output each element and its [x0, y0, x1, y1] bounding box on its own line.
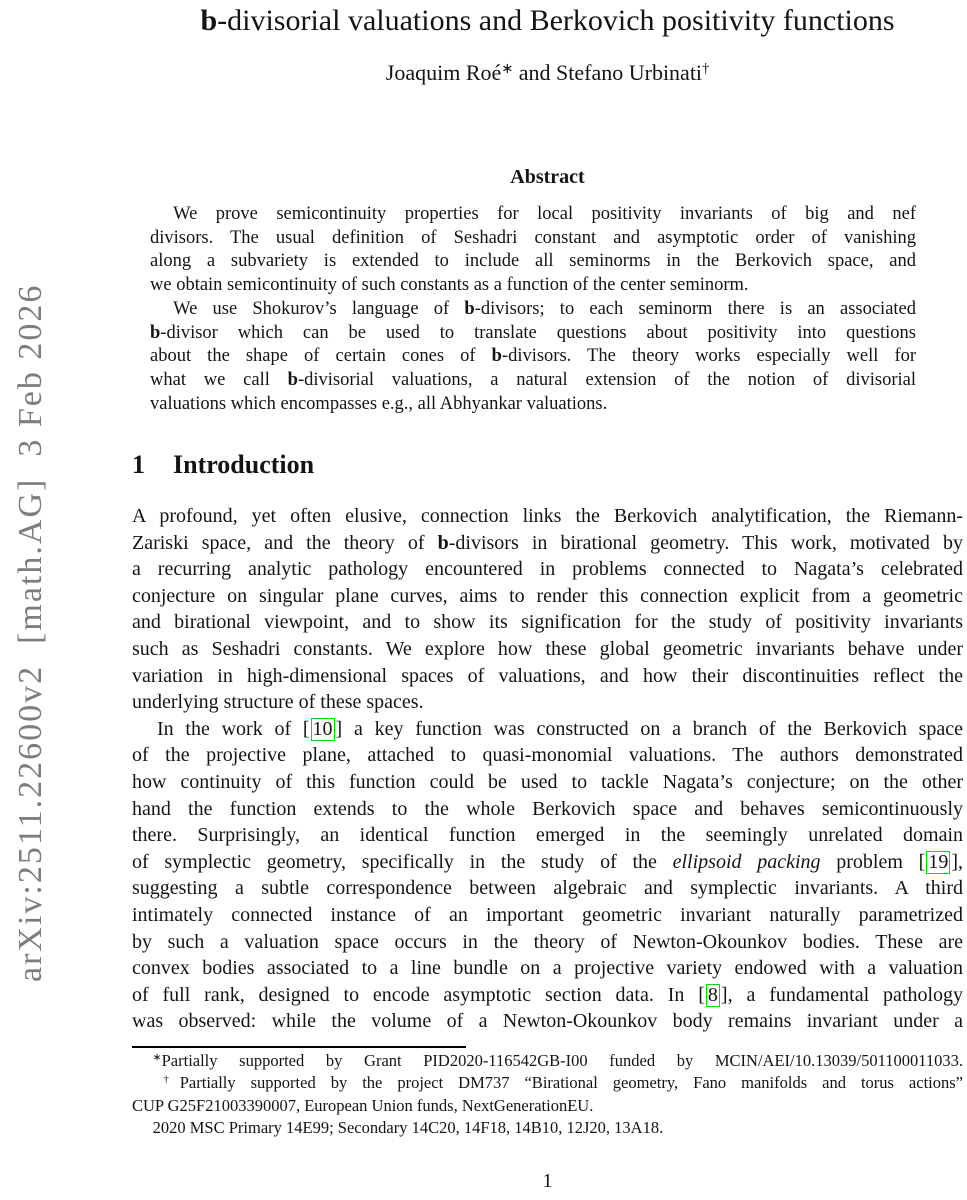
text-line [150, 345, 916, 369]
text-segment: CUP G25F21003390007, European Union funds, NextGenerationEU. [132, 1095, 594, 1115]
text-segment: valuations which encompasses e.g., all Abhyankar valuations. [150, 393, 608, 414]
paragraph [132, 1050, 963, 1072]
text-segment: and birational viewpoint, and to show its signification for the study of positivity invariants [132, 611, 963, 634]
text-line [150, 393, 916, 417]
text-segment: of the projective plane, attached to quasi-monomial valuations. The authors demonstrated [132, 744, 963, 767]
text-segment: 2020 MSC Primary 14E99; Secondary 14C20, 14F18, 14B10, 12J20, 13A18. [152, 1117, 664, 1137]
paragraph [132, 1072, 963, 1117]
text-line: In the work of [ 10 ] a key function was constructed on a branch of the Berkovich space [157, 717, 963, 740]
paragraph [150, 203, 916, 298]
footnotes [132, 1050, 963, 1139]
footnote-rule [132, 1046, 466, 1048]
text-line: of symplectic geometry, specifically in the study of the ellipsoid packing problem [ 19 ], [132, 850, 963, 873]
text-segment: underlying structure of these spaces. [132, 691, 424, 714]
paragraph [132, 1117, 963, 1139]
text-line [150, 227, 916, 251]
text-segment: such as Seshadri constants. We explore how these global geometric invariants behave under [132, 637, 963, 660]
paragraph [132, 59, 963, 87]
text-line [132, 59, 963, 87]
text-segment: -divisorial valuations and Berkovich positivity functions [217, 4, 895, 37]
paragraph [150, 298, 916, 417]
text-line [132, 1050, 963, 1072]
text-segment: and Stefano Urbinati [513, 60, 703, 85]
text-segment: , [957, 850, 963, 873]
footnote-marker: † [702, 60, 710, 77]
author-line [132, 59, 963, 87]
text-segment: We prove semicontinuity properties for local positivity invariants of big and nef [173, 204, 916, 224]
paragraph [132, 2, 963, 40]
citation-link[interactable]: 10 [312, 717, 333, 740]
text-segment: Partially supported by the project DM737 “Birational geometry, Fano manifolds and torus actions” [179, 1073, 963, 1093]
text-segment: b [437, 531, 449, 554]
text-line: of full rank, designed to encode asymptotic section data. In [ 8 ], a fundamental pathology [132, 983, 964, 1006]
text-segment: b [200, 4, 218, 37]
text-segment: A profound, yet often elusive, connection links the Berkovich analytification, the Riemann- [132, 505, 963, 527]
text-line [132, 2, 963, 40]
text-segment: about the shape of certain cones of [150, 346, 492, 367]
paragraph [132, 716, 963, 1035]
text-line [132, 503, 963, 530]
text-segment: Joaquim Roé [385, 60, 502, 85]
arxiv-stamp: arXiv:2511.22600v2 [math.AG] 3 Feb 2026 [12, 283, 49, 982]
text-segment: by such a valuation space occurs in the theory of Newton-Okounkov bodies. These are [132, 930, 963, 953]
text-line [132, 583, 963, 610]
footnote-marker: † [152, 1073, 180, 1086]
text-segment: was observed: while the volume of a Newton-Okounkov body remains invariant under a [132, 1010, 963, 1033]
text-segment: what we call [150, 369, 288, 390]
text-segment: conjecture on singular plane curves, aims to render this connection explicit from a geometric [132, 584, 963, 607]
paper-title [132, 2, 963, 40]
text-segment: -divisorial valuations, a natural extension of the notion of divisorial [297, 369, 916, 390]
text-segment: b [287, 369, 298, 390]
text-line [132, 875, 963, 902]
text-segment: a recurring analytic pathology encountered in problems connected to Nagata’s celebrated [132, 558, 963, 581]
text-line [132, 902, 963, 929]
text-segment: along a subvariety is extended to include all seminorms in the Berkovich space, and [150, 251, 916, 272]
text-line [132, 609, 963, 636]
footnote-marker: ∗ [152, 1051, 162, 1064]
text-line [132, 955, 963, 982]
text-line [132, 742, 963, 769]
text-line [132, 663, 963, 690]
text-line [150, 322, 916, 346]
text-segment: We use Shokurov’s language of [173, 298, 465, 319]
paragraph [132, 503, 963, 716]
section-title: Introduction [173, 450, 315, 479]
text-line [150, 274, 916, 298]
footnote-marker: ∗ [501, 60, 514, 77]
text-line [132, 1072, 963, 1094]
text-segment: Partially supported by Grant PID2020-116542GB-I00 funded by MCIN/AEI/10.13039/501100011033. [161, 1051, 963, 1070]
page-number: 1 [542, 1170, 553, 1192]
text-line [150, 298, 916, 322]
text-line [132, 796, 963, 823]
text-segment: divisors. The usual definition of Seshadri constant and asymptotic order of vanishing [150, 227, 916, 248]
introduction-text [132, 503, 963, 1035]
text-segment: b [464, 298, 475, 319]
text-segment: we obtain semicontinuity of such constants as a function of the center seminorm. [150, 275, 749, 296]
text-segment: there. Surprisingly, an identical function emerged in the seemingly unrelated domain [132, 824, 963, 847]
text-segment: a key function was constructed on a branch of the Berkovich space [342, 717, 963, 740]
text-line [132, 1008, 963, 1035]
abstract-heading: Abstract [510, 166, 585, 188]
text-line [132, 1117, 963, 1139]
text-line [150, 369, 916, 393]
text-segment: suggesting a subtle correspondence between algebraic and symplectic invariants. A third [132, 877, 963, 900]
text-line [150, 203, 916, 227]
text-segment: , a fundamental pathology [727, 983, 964, 1006]
text-line [150, 250, 916, 274]
text-segment: hand the function extends to the whole Berkovich space and behaves semicontinuously [132, 797, 963, 820]
section-number: 1 [132, 450, 145, 479]
text-line [132, 530, 963, 557]
text-line [132, 1095, 963, 1117]
text-segment: problem [820, 850, 919, 873]
text-segment: intimately connected instance of an important geometric invariant naturally parametrized [132, 903, 963, 926]
text-line [132, 636, 963, 663]
text-segment: how continuity of this function could be used to tackle Nagata’s conjecture; on the other [132, 770, 963, 793]
text-segment: b [491, 346, 502, 367]
text-line [132, 929, 963, 956]
citation-link[interactable]: 8 [707, 983, 718, 1006]
text-line [132, 689, 963, 716]
text-segment: -divisors. The theory works especially well for [501, 346, 917, 367]
text-segment: ellipsoid packing [672, 850, 821, 873]
text-segment: In the work of [157, 717, 303, 740]
text-segment: -divisors; to each seminorm there is an associated [474, 298, 917, 319]
text-segment: of full rank, designed to encode asymptotic section data. In [132, 983, 699, 1006]
text-line [132, 822, 963, 849]
text-line [132, 769, 963, 796]
section-heading [132, 450, 963, 480]
text-segment: variation in high-dimensional spaces of valuations, and how their discontinuities reflect the [132, 664, 963, 687]
text-line [132, 556, 963, 583]
text-segment: b [150, 322, 161, 343]
text-segment: of symplectic geometry, specifically in the study of the [132, 850, 673, 873]
citation-link[interactable]: 19 [928, 850, 949, 873]
text-segment: Zariski space, and the theory of [132, 531, 438, 554]
text-segment: convex bodies associated to a line bundle on a projective variety endowed with a valuation [132, 957, 963, 980]
text-segment: -divisor which can be used to translate questions about positivity into questions [160, 322, 916, 343]
abstract-text [150, 203, 916, 416]
text-segment: -divisors in birational geometry. This work, motivated by [448, 531, 963, 554]
